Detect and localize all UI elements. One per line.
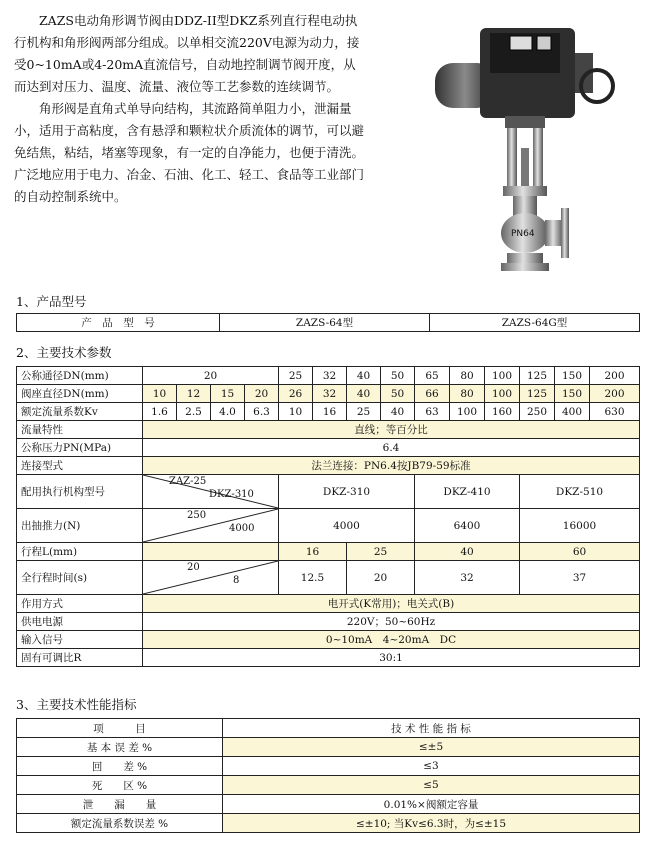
pn-value: 6.4: [143, 439, 640, 457]
perf-row-label: 额定流量系数误差 %: [17, 814, 223, 833]
dn-cell: 80: [450, 367, 485, 385]
dn-cell: 40: [347, 367, 381, 385]
flow-label: 流量特性: [17, 421, 143, 439]
actuator-dkz410: DKZ-410: [415, 475, 520, 509]
perf-row-label: 回 差 %: [17, 757, 223, 776]
seat-cell: 40: [347, 385, 381, 403]
actuator-dkz510: DKZ-510: [520, 475, 640, 509]
perf-row-value: 0.01%×阀额定容量: [223, 795, 640, 814]
spec-table: [16, 366, 640, 667]
dn-cell: 200: [590, 367, 640, 385]
thrust-large: 4000: [229, 523, 255, 534]
section3-title: 3、主要技术性能指标: [16, 697, 137, 712]
kv-cell: 63: [415, 403, 450, 421]
kv-cell: 250: [520, 403, 555, 421]
conn-value: 法兰连接：PN6.4按JB79-59标准: [143, 457, 640, 475]
signal-label: 输入信号: [17, 631, 143, 649]
power-label: 供电电源: [17, 613, 143, 631]
perf-header-value: 技 术 性 能 指 标: [223, 719, 640, 738]
dn-cell: 100: [485, 367, 520, 385]
dn-cell: 50: [381, 367, 415, 385]
seat-label: 阀座直径DN(mm): [17, 385, 143, 403]
time-cell: 37: [520, 561, 640, 595]
kv-cell: 10: [279, 403, 313, 421]
perf-row-value: ≤3: [223, 757, 640, 776]
ratio-value: 30:1: [143, 649, 640, 667]
action-value: 电开式(K常用)；电关式(B): [143, 595, 640, 613]
actuator-dkz-small: DKZ-310: [209, 489, 254, 500]
kv-cell: 16: [313, 403, 347, 421]
performance-table: [16, 718, 640, 833]
perf-row-value: ≤5: [223, 776, 640, 795]
kv-cell: 2.5: [177, 403, 211, 421]
model-header: 产 品 型 号: [17, 314, 220, 332]
dn-cell: 25: [279, 367, 313, 385]
time-cell: 12.5: [279, 561, 347, 595]
time-cell: 20: [347, 561, 415, 595]
ratio-label: 固有可调比R: [17, 649, 143, 667]
seat-cell: 80: [450, 385, 485, 403]
action-label: 作用方式: [17, 595, 143, 613]
seat-cell: 32: [313, 385, 347, 403]
perf-header-item: 项 目: [17, 719, 223, 738]
section1-title: 1、产品型号: [16, 294, 87, 309]
kv-cell: 160: [485, 403, 520, 421]
dn-cell: 32: [313, 367, 347, 385]
stroke-label: 行程L(mm): [17, 543, 143, 561]
thrust-diagonal-cell: [143, 509, 279, 543]
intro-paragraph-2: 角形阀是直角式单导向结构，其流路简单阻力小，泄漏量小，适用于高粘度，含有悬浮和颗粒状介质流体的调节，可以避免结焦，粘结，堵塞等现象，有一定的自净能力，也便于清洗。广泛地应用于电力、冶金、石油、化工、轻工、食品等工业部门的自动控制系统中。: [14, 101, 365, 204]
actuator-dkz310: DKZ-310: [279, 475, 415, 509]
time-a: 20: [187, 562, 200, 573]
perf-row-label: 死 区 %: [17, 776, 223, 795]
perf-row-label: 基 本 误 差 %: [17, 738, 223, 757]
valve-label: PN64: [511, 229, 535, 239]
intro-paragraph-1: ZAZS电动角形调节阀由DDZ-II型DKZ系列直行程电动执行机构和角形阀两部分组成。以单相交流220V电源为动力，接受0~10mA或4-20mA直流信号，自动地控制调节阀开度，从而达到对压力、温度、流量、液位等工艺参数的连续调节。: [14, 13, 360, 94]
perf-row-value: ≤±10; 当Kv≤6.3时，为≤±15: [223, 814, 640, 833]
dn-cell: 150: [555, 367, 590, 385]
dn-cell: 125: [520, 367, 555, 385]
dn-cell: 20: [143, 367, 279, 385]
stroke-cell: 16: [279, 543, 347, 561]
actuator-label: 配用执行机构型号: [17, 475, 143, 509]
seat-cell: 15: [211, 385, 245, 403]
seat-cell: 200: [590, 385, 640, 403]
time-diagonal-cell: [143, 561, 279, 595]
model-1: ZAZS-64型: [220, 314, 430, 332]
conn-label: 连接型式: [17, 457, 143, 475]
power-value: 220V；50~60Hz: [143, 613, 640, 631]
valve-illustration: [415, 8, 640, 283]
kv-cell: 6.3: [245, 403, 279, 421]
stroke-cell: 60: [520, 543, 640, 561]
seat-cell: 150: [555, 385, 590, 403]
thrust-dkz410: 6400: [415, 509, 520, 543]
seat-cell: 66: [415, 385, 450, 403]
time-label: 全行程时间(s): [17, 561, 143, 595]
model-table: [16, 313, 640, 332]
kv-cell: 1.6: [143, 403, 177, 421]
seat-cell: 10: [143, 385, 177, 403]
thrust-small: 250: [187, 510, 207, 521]
actuator-zaz: ZAZ-25: [169, 476, 207, 487]
stroke-cell: 25: [347, 543, 415, 561]
time-b: 8: [233, 575, 240, 586]
section2-title: 2、主要技术参数: [16, 345, 112, 360]
signal-value: 0~10mA 4~20mA DC: [143, 631, 640, 649]
thrust-label: 出抽推力(N): [17, 509, 143, 543]
perf-row-label: 泄 漏 量: [17, 795, 223, 814]
kv-cell: 4.0: [211, 403, 245, 421]
seat-cell: 50: [381, 385, 415, 403]
time-cell: 32: [415, 561, 520, 595]
seat-cell: 20: [245, 385, 279, 403]
seat-cell: 26: [279, 385, 313, 403]
flow-value: 直线；等百分比: [143, 421, 640, 439]
kv-cell: 25: [347, 403, 381, 421]
stroke-cell: 40: [415, 543, 520, 561]
dn-cell: 65: [415, 367, 450, 385]
seat-cell: 12: [177, 385, 211, 403]
seat-cell: 125: [520, 385, 555, 403]
intro-text: [14, 10, 364, 208]
thrust-dkz510: 16000: [520, 509, 640, 543]
seat-cell: 100: [485, 385, 520, 403]
thrust-dkz310: 4000: [279, 509, 415, 543]
dn-label: 公称通径DN(mm): [17, 367, 143, 385]
kv-cell: 400: [555, 403, 590, 421]
kv-cell: 630: [590, 403, 640, 421]
kv-cell: 40: [381, 403, 415, 421]
actuator-diagonal-cell: [143, 475, 279, 509]
model-2: ZAZS-64G型: [430, 314, 640, 332]
kv-cell: 100: [450, 403, 485, 421]
stroke-blank: [143, 543, 279, 561]
kv-label: 额定流量系数Kv: [17, 403, 143, 421]
pn-label: 公称压力PN(MPa): [17, 439, 143, 457]
perf-row-value: ≤±5: [223, 738, 640, 757]
